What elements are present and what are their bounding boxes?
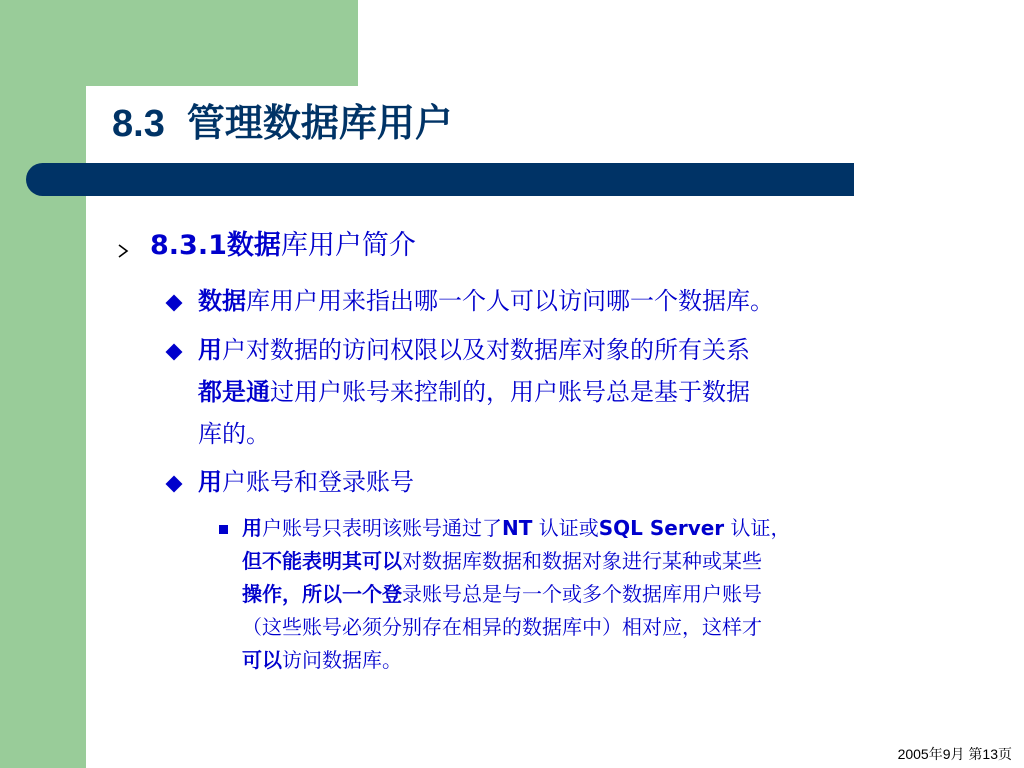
sub-3-text: 录账号总是与一个或多个数据库用户账号: [402, 582, 762, 606]
footer-year-char: 年: [928, 746, 943, 762]
footer-year: 2005: [897, 746, 929, 762]
sub-line-4: （这些账号必须分别存在相异的数据库中）相对应，这样才: [242, 615, 762, 639]
title-text: 管理数据库用户: [186, 103, 453, 145]
sub-bullet-paragraph: [242, 512, 987, 677]
arrow-bullet-icon: [116, 244, 130, 258]
sub-2-text: 对数据库数据和数据对象进行某种或某些: [402, 549, 762, 573]
sub-5-bold: 可以: [242, 648, 282, 672]
bullet-2-line-3: 库的。: [198, 420, 270, 448]
bullet-3-bold: 用: [198, 468, 222, 496]
sub-2-bold: 但不能表明其可以: [242, 549, 402, 573]
sub-line-2: [242, 545, 987, 578]
sub-3-bold: 操作，所以一个登: [242, 582, 402, 606]
section-rest-text: 库用户简介: [280, 230, 416, 261]
footer-month: 9: [942, 746, 951, 762]
footer-month-char: 月: [950, 746, 965, 762]
sub-1-text: 户账号只表明该账号通过了: [262, 516, 502, 540]
bullet-1-bold: 数据: [198, 287, 246, 315]
bullet-1-text: 库用户用来指出哪一个人可以访问哪一个数据库。: [246, 287, 774, 315]
diamond-bullet-icon: [166, 344, 183, 361]
section-bold-text: 数据: [226, 230, 281, 261]
sub-1-sql-server: SQL Server: [598, 516, 725, 540]
diamond-bullet-icon: [166, 295, 183, 312]
title-underline-bar: [26, 163, 854, 196]
bullet-item-3: [198, 461, 988, 503]
title-number: 8.3: [112, 103, 165, 145]
square-bullet-icon: [219, 525, 228, 534]
sub-1-text-3: 认证，: [724, 516, 791, 540]
bullet-2-text-2: 过用户账号来控制的，用户账号总是基于数据: [270, 378, 750, 406]
footer-page-prefix: 第: [968, 746, 983, 762]
sub-line-1: [242, 512, 987, 545]
sub-1-nt: NT: [502, 516, 533, 540]
diamond-bullet-icon: [166, 476, 183, 493]
footer-page-number: 13: [982, 746, 998, 762]
bullet-item-2: [198, 329, 988, 455]
sub-1-bold: 用: [242, 516, 262, 540]
bullet-2-bold-1: 用: [198, 336, 222, 364]
footer-page-suffix: 页: [998, 746, 1012, 762]
section-number: 8.3.1: [150, 230, 227, 261]
bullet-3-text: 户账号和登录账号: [222, 468, 414, 496]
sub-1-text-2: 认证或: [532, 516, 599, 540]
bullet-2-line-2: [198, 371, 988, 413]
decorative-green-top: [0, 0, 358, 86]
slide-title: [112, 100, 453, 148]
bullet-2-line-1: [198, 329, 988, 371]
decorative-green-strip: [0, 0, 86, 768]
bullet-2-bold-2: 都是通: [198, 378, 270, 406]
sub-5-text: 访问数据库。: [282, 648, 402, 672]
bullet-item-1: [198, 280, 988, 322]
section-heading: [150, 228, 416, 264]
sub-line-5: [242, 644, 987, 677]
slide-footer: [898, 744, 1012, 764]
bullet-2-text-1: 户对数据的访问权限以及对数据库对象的所有关系: [222, 336, 750, 364]
sub-line-3: [242, 578, 987, 611]
